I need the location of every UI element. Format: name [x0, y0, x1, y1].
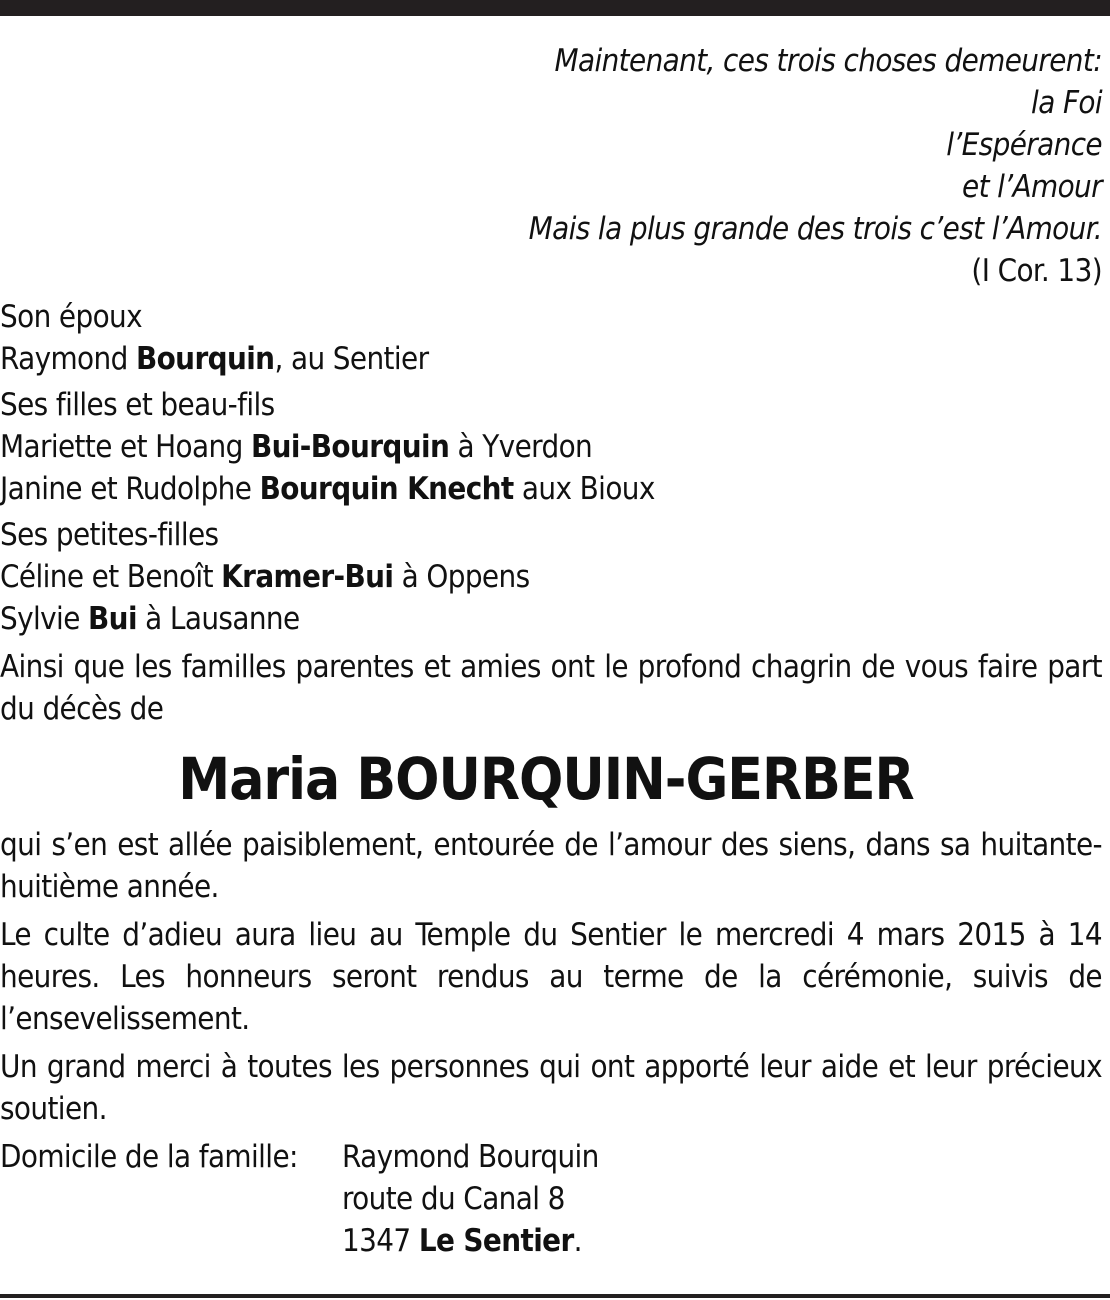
member-surname: Bui-Bourquin: [250, 429, 450, 465]
quote-reference: (I Cor. 13): [971, 253, 1102, 289]
family-heading: Ses petites-filles: [0, 517, 219, 553]
domicile-address: [342, 1136, 599, 1262]
obituary-notice: [0, 40, 1102, 1262]
announcement-text: Ainsi que les familles parentes et amies ont le profond chagrin de vous faire part du décès de: [0, 649, 1102, 727]
family-group-daughters: [0, 384, 1102, 510]
family-member: [0, 598, 1102, 640]
address-city: Le Sentier: [418, 1223, 574, 1259]
address-city-suffix: .: [573, 1223, 582, 1259]
family-member: [0, 468, 1102, 510]
address-name: Raymond Bourquin: [342, 1139, 599, 1175]
address-postcode: 1347: [342, 1223, 419, 1259]
quote-line: la Foi: [1031, 85, 1102, 121]
member-surname: Kramer-Bui: [221, 559, 394, 595]
member-surname: Bourquin Knecht: [259, 471, 514, 507]
family-member: [0, 338, 1102, 380]
family-group-spouse: [0, 296, 1102, 380]
member-first-names: Janine et Rudolphe: [0, 471, 260, 507]
deceased-name: Maria BOURQUIN-GERBER: [178, 745, 914, 813]
member-place: à Oppens: [393, 559, 530, 595]
member-first-names: Céline et Benoît: [0, 559, 222, 595]
member-place: à Yverdon: [449, 429, 593, 465]
member-surname: Bui: [88, 601, 137, 637]
address-street: route du Canal 8: [342, 1181, 565, 1217]
quote-line: Maintenant, ces trois choses demeurent:: [554, 43, 1102, 79]
family-domicile: [0, 1136, 1102, 1262]
member-first-names: Sylvie: [0, 601, 89, 637]
family-group-granddaughters: [0, 514, 1102, 640]
family-heading: Son époux: [0, 299, 143, 335]
member-first-names: Raymond: [0, 341, 136, 377]
address-city-line: [342, 1220, 599, 1262]
member-place: à Lausanne: [136, 601, 300, 637]
bible-quote: [0, 40, 1102, 292]
bottom-rule: [0, 1294, 1110, 1298]
member-place: aux Bioux: [513, 471, 655, 507]
family-heading: Ses filles et beau-fils: [0, 387, 275, 423]
body-paragraph: qui s’en est allée paisiblement, entourée de l’amour des siens, dans sa huitante-huitième année.: [0, 827, 1102, 905]
quote-line: Mais la plus grande des trois c’est l’Amour.: [528, 211, 1102, 247]
member-first-names: Mariette et Hoang: [0, 429, 251, 465]
domicile-label: Domicile de la famille:: [0, 1139, 298, 1175]
quote-line: l’Espérance: [946, 127, 1102, 163]
body-paragraph: Un grand merci à toutes les personnes qui ont apporté leur aide et leur précieux soutien.: [0, 1049, 1102, 1127]
body-paragraph: Le culte d’adieu aura lieu au Temple du Sentier le mercredi 4 mars 2015 à 14 heures. Les honneurs seront rendus au terme de la cérémonie, suivis de l’ensevelissement.: [0, 917, 1102, 1037]
family-member: [0, 426, 1102, 468]
member-surname: Bourquin: [135, 341, 275, 377]
top-rule: [0, 0, 1110, 16]
family-member: [0, 556, 1102, 598]
quote-line: et l’Amour: [962, 169, 1102, 205]
member-place: , au Sentier: [274, 341, 429, 377]
